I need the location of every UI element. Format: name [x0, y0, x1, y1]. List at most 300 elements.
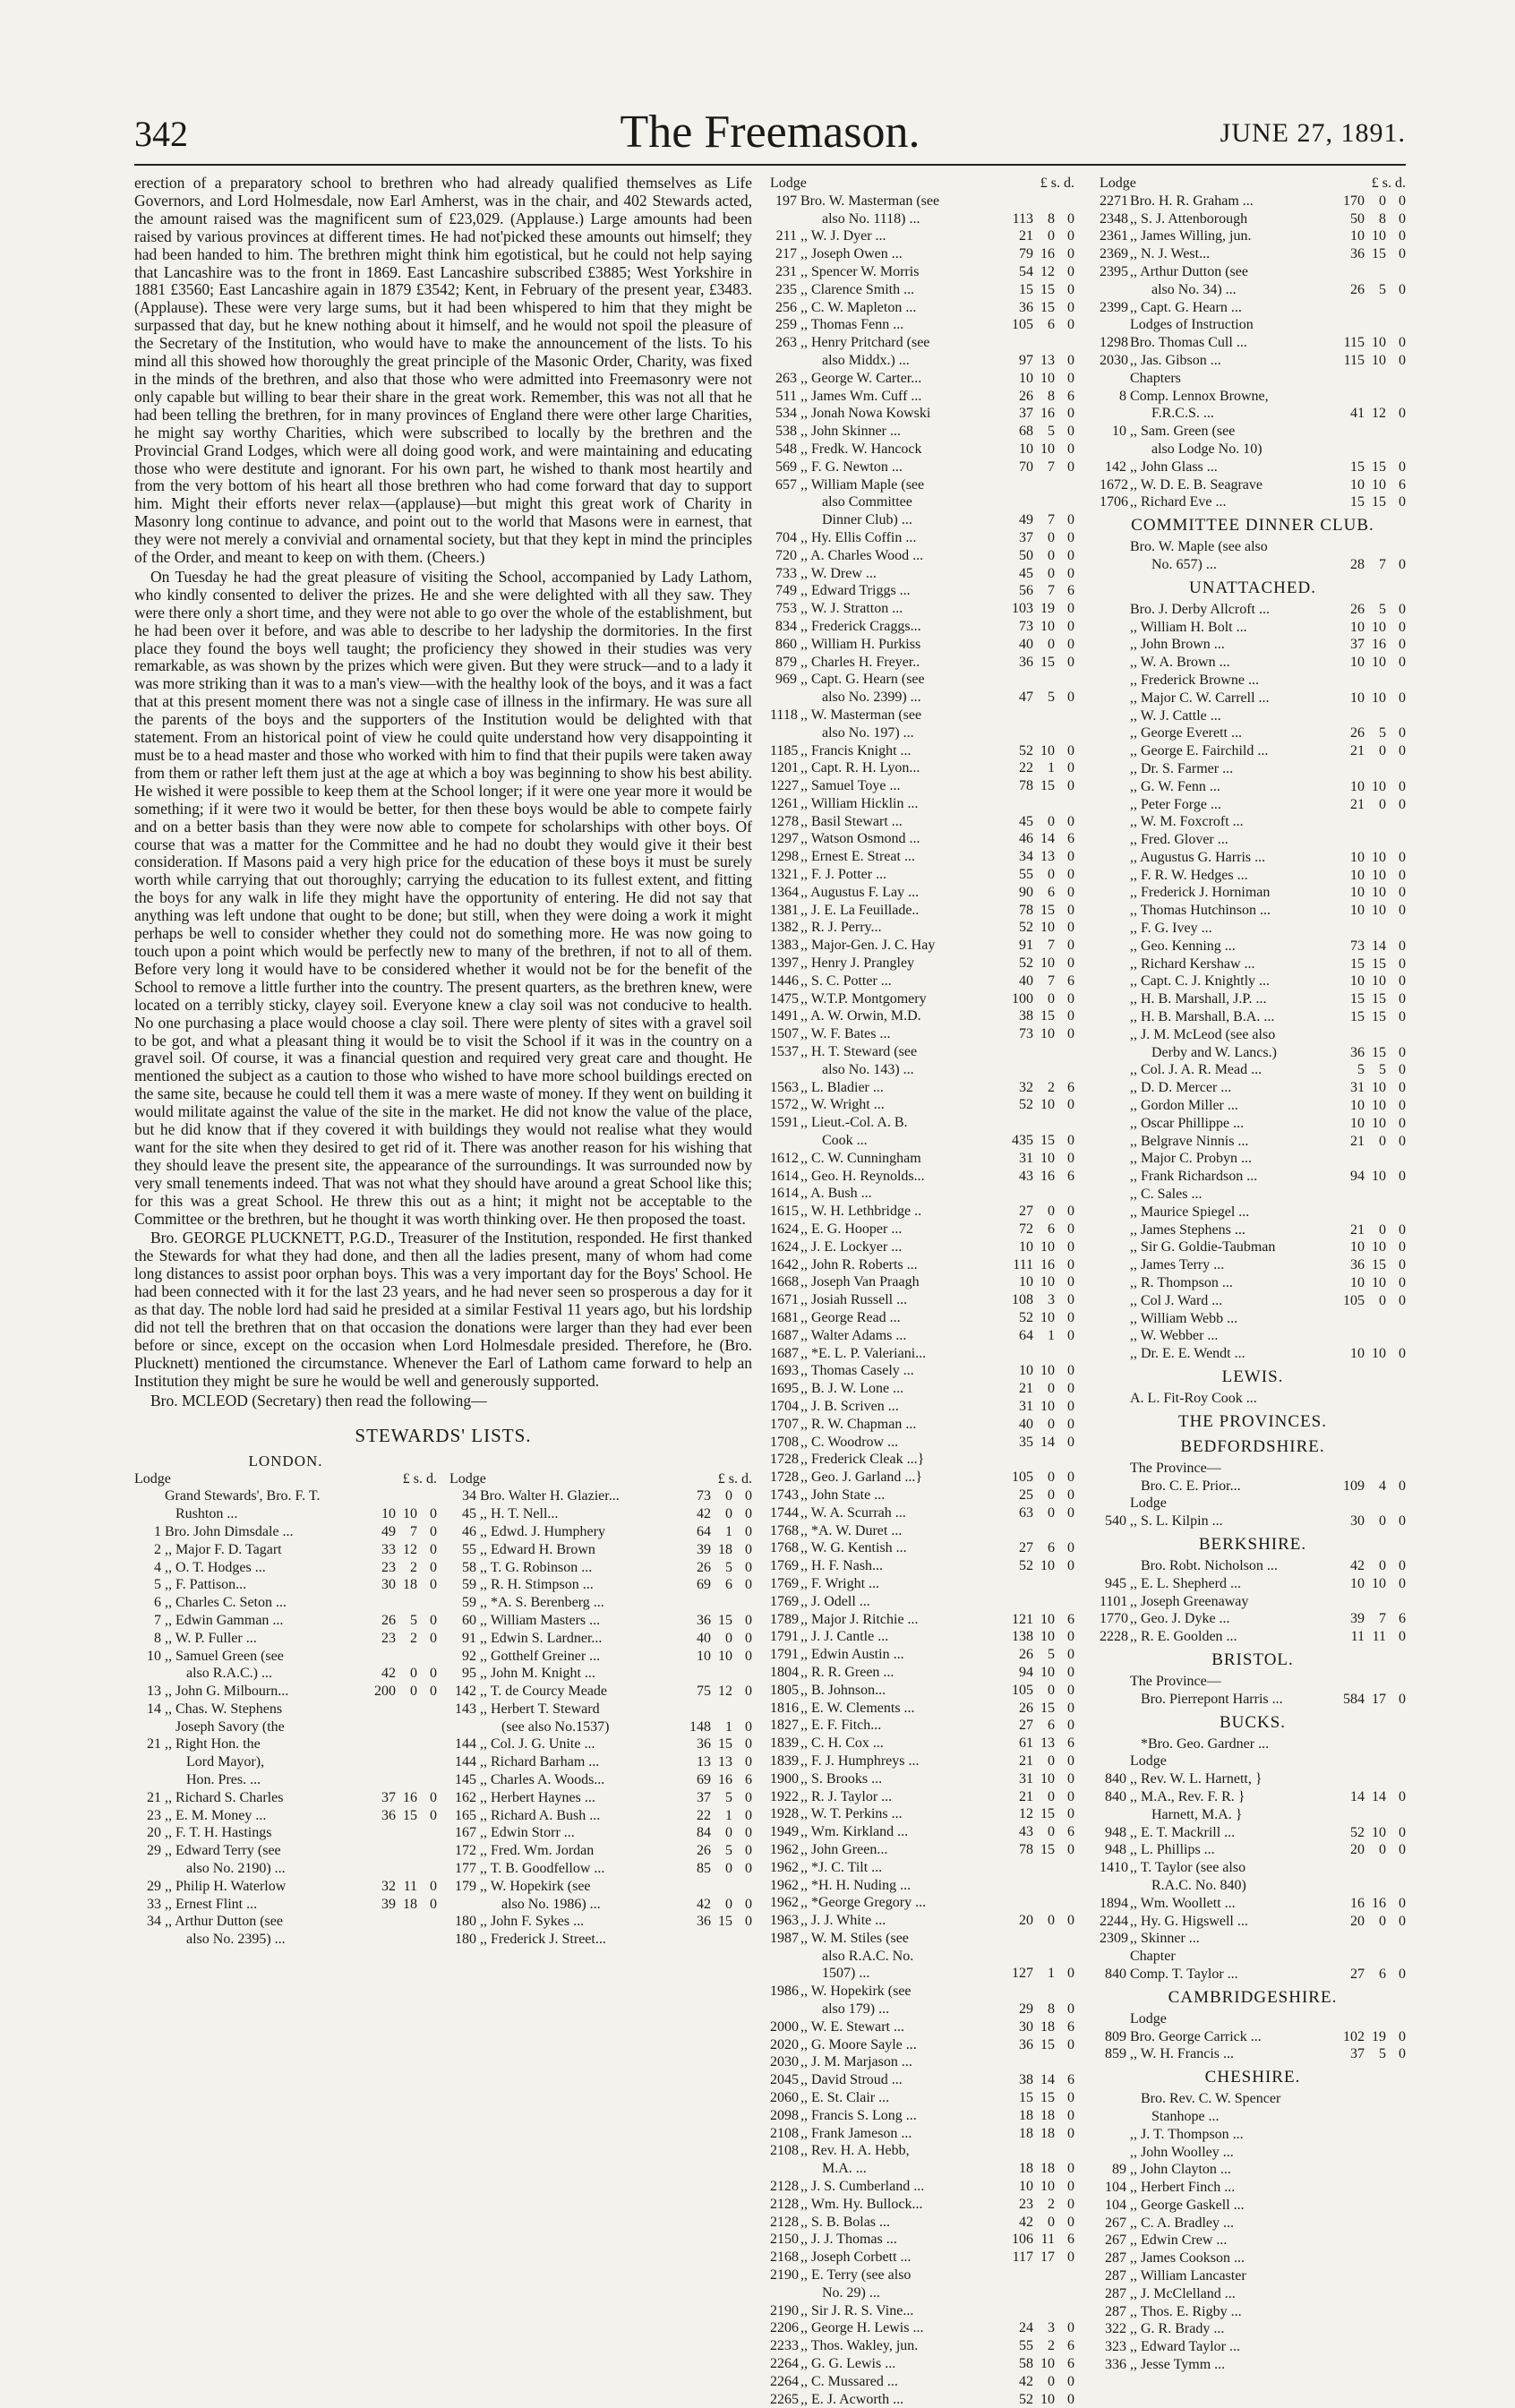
subscriber-name: ,, Sir G. Goldie-Taubman	[1130, 1239, 1276, 1255]
shillings: 13	[1040, 352, 1055, 368]
subscriber-name: ,, Dr. E. E. Wendt ...	[1130, 1346, 1245, 1362]
shillings	[1365, 1735, 1386, 1753]
subscriber-name: Comp. Lennox Browne,	[1130, 388, 1269, 404]
pounds: 20	[1350, 1842, 1365, 1858]
pence: 0	[1399, 458, 1406, 475]
pence: 0	[1067, 1238, 1074, 1255]
subscription-row	[770, 1805, 1074, 1823]
pounds: 10	[1350, 1575, 1365, 1591]
money-label: £ s. d.	[1371, 176, 1406, 191]
lodge-number	[770, 511, 800, 529]
pounds: 26	[1019, 1647, 1033, 1663]
subscriber-name: ,, Frank Richardson ...	[1130, 1169, 1258, 1185]
shillings: 1	[725, 1523, 732, 1539]
lodge-number	[1100, 405, 1130, 423]
stewards-lists	[134, 1452, 752, 1948]
subscription-row	[1100, 388, 1406, 406]
pence: 6	[1067, 1168, 1074, 1184]
pounds: 37	[381, 1789, 396, 1805]
pence: 6	[1067, 2018, 1074, 2035]
pence	[1055, 724, 1074, 742]
pence: 0	[1399, 1115, 1406, 1131]
pounds: 10	[1350, 973, 1365, 990]
pounds	[1006, 1593, 1033, 1611]
subscription-row	[770, 1823, 1074, 1841]
subscriber-name: ,, O. T. Hodges ...	[165, 1559, 266, 1575]
subscription-row	[1100, 1026, 1406, 1044]
pounds	[1338, 538, 1365, 556]
subscription-row	[770, 1752, 1074, 1770]
pounds	[1338, 423, 1365, 441]
subscription-row	[1100, 370, 1406, 388]
subscription-row	[770, 370, 1074, 388]
pounds: 15	[1350, 991, 1365, 1007]
pounds: 41	[1350, 406, 1365, 422]
pounds: 36	[1019, 2036, 1033, 2052]
pence: 0	[1399, 1292, 1406, 1308]
shillings: 0	[1048, 867, 1055, 883]
pounds	[369, 1842, 396, 1860]
pence: 6	[745, 1772, 752, 1788]
column-1	[134, 174, 752, 1948]
lodge-number: 1728	[770, 1452, 799, 1468]
pounds: 84	[697, 1825, 711, 1841]
subscription-row	[1100, 619, 1406, 637]
money-label: £ s. d.	[717, 1470, 752, 1487]
lodge-number: 29	[147, 1878, 161, 1894]
pounds	[1338, 263, 1365, 281]
pence	[1055, 1877, 1074, 1895]
pence: 6	[1399, 476, 1406, 493]
subscriber-name: ,, C. W. Cunningham	[800, 1150, 921, 1166]
lodge-number: 733	[775, 565, 797, 581]
pounds	[1338, 760, 1365, 778]
subscription-row	[1100, 938, 1406, 955]
pounds: 105	[1012, 1682, 1033, 1698]
pounds: 52	[1019, 920, 1033, 936]
shillings: 0	[725, 1488, 732, 1504]
pence: 6	[1067, 1079, 1074, 1095]
lodge-number: 2108	[770, 2125, 799, 2141]
shillings: 18	[1040, 2125, 1055, 2141]
pence	[1386, 2285, 1406, 2303]
pounds	[1338, 1877, 1365, 1895]
lodge-number: 1614	[770, 1186, 799, 1202]
lodge-number: 2108	[770, 2143, 799, 2159]
subscription-row	[770, 759, 1074, 777]
pounds: 30	[381, 1577, 396, 1593]
lodge-number	[770, 352, 800, 370]
subscription-row	[770, 493, 1074, 511]
subscription-row	[1100, 1691, 1406, 1709]
pence	[1055, 795, 1074, 813]
shillings: 10	[1372, 849, 1386, 865]
shillings: 6	[1048, 1540, 1055, 1556]
pounds: 36	[1350, 1044, 1365, 1060]
pence: 0	[745, 1718, 752, 1735]
pence: 0	[430, 1577, 437, 1593]
pounds	[1006, 493, 1033, 511]
subscription-row	[770, 848, 1074, 866]
pounds: 15	[1350, 494, 1365, 510]
pence: 0	[1399, 903, 1406, 919]
lodge-number	[134, 1718, 165, 1736]
shillings	[1365, 2320, 1386, 2338]
lodge-number: 753	[775, 601, 797, 617]
subscriber-name: ,, Sir J. R. S. Vine...	[800, 2302, 914, 2318]
subscription-row	[1100, 2267, 1406, 2285]
subscription-row	[449, 1753, 752, 1771]
subscriber-name: ,, Clarence Smith ...	[800, 281, 915, 297]
subscription-row	[134, 1735, 437, 1753]
shillings	[396, 1842, 417, 1860]
subscription-row	[770, 441, 1074, 458]
lodge-number: 1681	[770, 1310, 799, 1325]
subscriber-name: ,, B. Johnson...	[800, 1682, 886, 1698]
pounds	[1338, 2090, 1365, 2108]
subscription-row	[770, 476, 1074, 494]
shillings	[1365, 707, 1386, 725]
shillings	[1033, 1930, 1055, 1948]
subscriber-name: ,, George E. Fairchild ...	[1130, 743, 1269, 759]
subscription-row	[449, 1789, 752, 1807]
pounds: 18	[1019, 2161, 1033, 2177]
shillings: 16	[1040, 1256, 1055, 1273]
subscription-row	[770, 2036, 1074, 2054]
pence: 0	[745, 1807, 752, 1823]
shillings: 15	[1372, 991, 1386, 1007]
lodge-number: 1743	[770, 1487, 799, 1503]
pence	[1055, 1859, 1074, 1877]
pence: 0	[1399, 352, 1406, 368]
subscription-row	[449, 1718, 752, 1736]
subscription-row	[1100, 1186, 1406, 1204]
shillings: 10	[1040, 1770, 1055, 1787]
shillings: 10	[1372, 867, 1386, 883]
shillings: 3	[1048, 1292, 1055, 1308]
lewis-heading: LEWIS.	[1221, 1367, 1284, 1386]
shillings: 10	[718, 1648, 732, 1664]
subscriber-name: ,, F. J. Potter ...	[800, 867, 887, 883]
subscription-row	[1100, 742, 1406, 760]
shillings: 0	[1048, 2373, 1055, 2389]
subscription-row	[1100, 1575, 1406, 1593]
pounds	[1338, 2197, 1365, 2215]
issue-date: JUNE 27, 1891.	[1220, 118, 1406, 148]
subscriber-name: ,, Jonah Nowa Kowski	[800, 406, 931, 422]
subscriber-name: ,, E. F. Fitch...	[800, 1718, 882, 1734]
pounds: 15	[1350, 458, 1365, 475]
lodge-number	[1100, 690, 1130, 707]
subscriber-name: ,, John G. Milbourn...	[165, 1684, 289, 1700]
subscriber-name: ,, S. Brooks ...	[800, 1770, 883, 1787]
lodge-number: 1278	[770, 813, 799, 829]
subscription-row	[770, 405, 1074, 423]
subscriber-name: ,, G. G. Lewis ...	[800, 2356, 896, 2372]
shillings	[1033, 1948, 1055, 1966]
subscription-row	[449, 1878, 752, 1896]
subscriber-name: ,, Augustus G. Harris ...	[1130, 849, 1266, 865]
pence: 0	[1067, 2161, 1074, 2177]
subscriber-name: ,, H. T. Nell...	[480, 1506, 559, 1522]
lodge-number: 2399	[1100, 299, 1128, 315]
pounds: 70	[1019, 458, 1033, 475]
shillings: 16	[1040, 1168, 1055, 1184]
subscriber-name: ,, Augustus F. Lay ...	[800, 884, 920, 900]
subscriber-name: ,, Right Hon. the	[165, 1736, 261, 1752]
pounds: 46	[1019, 831, 1033, 847]
pounds: 34	[1019, 849, 1033, 865]
subscription-row	[1100, 2303, 1406, 2321]
pence: 0	[745, 1684, 752, 1700]
subscriber-name: (see also No.1537)	[480, 1718, 610, 1735]
subscription-row	[770, 742, 1074, 760]
shillings: 10	[1040, 742, 1055, 758]
subscription-row	[1100, 672, 1406, 690]
shillings	[1365, 538, 1386, 556]
subscription-row	[770, 458, 1074, 476]
subscriber-name: ,, W. Hopekirk (see	[800, 1984, 912, 2000]
shillings: 0	[1379, 1557, 1386, 1573]
lodge-number: 217	[775, 246, 797, 262]
lodge-number: 172	[455, 1843, 476, 1859]
pounds: 14	[1350, 1788, 1365, 1804]
lodge-number	[1100, 2010, 1130, 2028]
pounds: 13	[697, 1754, 711, 1770]
pence: 0	[1067, 1398, 1074, 1414]
pence: 0	[1067, 299, 1074, 315]
subscriber-name: also 179) ...	[800, 2001, 890, 2018]
lodge-number	[770, 493, 800, 511]
pence	[417, 1735, 437, 1753]
shillings: 0	[1379, 1913, 1386, 1929]
subscriber-name: ,, John Skinner ...	[800, 424, 901, 440]
shillings: 7	[1379, 556, 1386, 572]
pounds: 49	[381, 1523, 396, 1539]
lodge-number: 1695	[770, 1381, 799, 1397]
subscription-row	[1100, 1256, 1406, 1274]
subscriber-name: ,, Richard Barham ...	[480, 1754, 600, 1770]
pence: 0	[1067, 1540, 1074, 1556]
lodge-number: 2128	[770, 2179, 799, 2195]
lodge-number: 1922	[770, 1788, 799, 1804]
pounds: 73	[1019, 618, 1033, 634]
lodge-number: 263	[775, 370, 797, 386]
subscription-row	[770, 1611, 1074, 1629]
subscription-row	[1100, 1824, 1406, 1842]
subscriber-name: ,, E. M. Money ...	[165, 1807, 267, 1823]
subscriber-name: ,, F. G. Ivey ...	[1130, 921, 1212, 937]
shillings	[396, 1860, 417, 1878]
pence: 0	[1399, 1257, 1406, 1273]
pence: 0	[745, 1630, 752, 1646]
subscription-row	[770, 1841, 1074, 1859]
subscription-row	[1100, 1593, 1406, 1611]
subscriber-name: ,, William Masters ...	[480, 1612, 601, 1628]
shillings: 15	[1372, 1009, 1386, 1025]
subscriber-name: ,, Richard Kershaw ...	[1130, 955, 1255, 972]
subscriber-name: ,, Herbert Haynes ...	[480, 1789, 595, 1805]
pounds	[1338, 2249, 1365, 2267]
stewards-heading: STEWARDS' LISTS.	[355, 1424, 532, 1446]
subscriber-name: Stanhope ...	[1130, 2108, 1220, 2124]
pounds: 56	[1019, 583, 1033, 599]
pounds: 52	[1019, 742, 1033, 758]
pounds: 31	[1019, 1150, 1033, 1166]
lodge-number: 1768	[770, 1540, 799, 1556]
subscriber-name: ,, J. S. Cumberland ...	[800, 2179, 925, 2195]
shillings: 0	[725, 1896, 732, 1912]
pence: 0	[1067, 317, 1074, 333]
subscriber-name: ,, George Everett ...	[1130, 725, 1242, 741]
lodge-number: 7	[154, 1612, 161, 1628]
pence: 0	[1067, 1629, 1074, 1645]
lodge-number: 92	[462, 1648, 476, 1664]
subscription-row	[770, 2355, 1074, 2373]
subscriber-name: ,, A. Charles Wood ...	[800, 547, 924, 563]
pence	[732, 1878, 752, 1896]
pounds: 31	[1019, 1770, 1033, 1787]
lodge-number	[1100, 1557, 1130, 1575]
pounds: 73	[697, 1488, 711, 1504]
lodge-number	[134, 1931, 165, 1949]
pounds	[1338, 2267, 1365, 2285]
subscription-row	[770, 1185, 1074, 1203]
subscriber-name: ,, E. T. Mackrill ...	[1130, 1824, 1236, 1840]
pounds: 18	[1019, 2107, 1033, 2123]
pounds	[1006, 1185, 1033, 1203]
pounds: 43	[1019, 1824, 1033, 1840]
subscription-row	[770, 263, 1074, 281]
shillings	[396, 1735, 417, 1753]
shillings: 10	[1040, 1150, 1055, 1166]
lodge-number: 1118	[770, 707, 798, 723]
subscription-row	[770, 1770, 1074, 1788]
lodge-number: 13	[147, 1684, 161, 1700]
pence: 0	[1399, 1239, 1406, 1255]
subscription-row	[449, 1896, 752, 1914]
lodge-number	[1100, 724, 1130, 742]
lodge-number	[1100, 1274, 1130, 1292]
shillings: 17	[1372, 1691, 1386, 1707]
shillings: 2	[1048, 2196, 1055, 2212]
lodge-number: 1687	[770, 1345, 799, 1361]
pounds: 37	[1019, 406, 1033, 422]
lodge-number	[1100, 1238, 1130, 1256]
shillings: 5	[1379, 2046, 1386, 2062]
lodge-number: 1949	[770, 1824, 799, 1840]
pence: 0	[1067, 1416, 1074, 1432]
pence: 0	[1399, 1842, 1406, 1858]
pounds: 31	[1019, 1398, 1033, 1414]
subscription-row	[770, 636, 1074, 654]
lodge-number: 2045	[770, 2072, 799, 2088]
subscriber-name: ,, J. M. McLeod (see also	[1130, 1026, 1276, 1042]
subscriber-name: ,, Maurice Spiegel ...	[1130, 1204, 1250, 1220]
shillings: 10	[1040, 1097, 1055, 1113]
subscriber-name: ,, Fredk. W. Hancock	[800, 441, 922, 457]
subscriber-name: ,, Henry Pritchard (see	[800, 335, 930, 351]
subscriber-name: ,, R. E. Goolden ...	[1130, 1629, 1237, 1645]
subscription-row	[1100, 1238, 1406, 1256]
lodge-number: 323	[1105, 2339, 1126, 2355]
pence	[1386, 2303, 1406, 2321]
subscriber-name: ,, Major F. D. Tagart	[165, 1541, 282, 1557]
pounds: 21	[1350, 1133, 1365, 1149]
subscription-row	[770, 1061, 1074, 1079]
lodge-number	[770, 1948, 800, 1966]
shillings: 10	[1372, 1115, 1386, 1131]
pounds: 10	[1019, 1363, 1033, 1379]
subscription-row	[1100, 1806, 1406, 1824]
pence: 0	[1399, 725, 1406, 741]
lodge-number: 1708	[770, 1434, 799, 1450]
subscriber-name: ,, Chas. W. Stephens	[165, 1701, 283, 1717]
subscriber-name: ,, William H. Purkiss	[800, 636, 921, 652]
pence	[1386, 2338, 1406, 2356]
subscription-row	[134, 1665, 437, 1683]
subscriber-name: ,, Col. J. A. R. Mead ...	[1130, 1062, 1262, 1078]
unattached-heading: UNATTACHED.	[1189, 578, 1316, 597]
pence: 0	[1067, 1274, 1074, 1290]
lodge-number: 179	[455, 1878, 476, 1894]
shillings: 15	[1372, 1044, 1386, 1060]
subscription-row	[1100, 707, 1406, 725]
lodge-number: 267	[1105, 2232, 1126, 2249]
pounds	[1006, 1114, 1033, 1132]
subscriber-name: ,, Philip H. Waterlow	[165, 1878, 287, 1894]
pounds: 10	[1350, 778, 1365, 794]
lodge-number	[1100, 849, 1130, 867]
shillings: 10	[1372, 1346, 1386, 1362]
subscription-row	[134, 1931, 437, 1949]
subscriber-name: ,, Capt. G. Hearn (see	[800, 672, 925, 688]
subscription-row	[449, 1559, 752, 1577]
shillings: 1	[725, 1718, 732, 1735]
pounds: 38	[1019, 1008, 1033, 1024]
lodge-number: 1693	[770, 1363, 799, 1379]
shillings	[1365, 1770, 1386, 1788]
pence: 0	[1399, 867, 1406, 883]
pounds: 47	[1019, 690, 1033, 706]
pence	[1055, 1575, 1074, 1593]
pence	[1386, 760, 1406, 778]
subscription-row	[1100, 1044, 1406, 1062]
pence: 6	[1067, 388, 1074, 404]
subscriber-name: ,, Major C. W. Carrell ...	[1130, 690, 1270, 706]
subscriber-name: ,, Walter Adams ...	[800, 1327, 907, 1343]
shillings	[1365, 2338, 1386, 2356]
subscriber-name: ,, Major-Gen. J. C. Hay	[800, 938, 936, 954]
subscriber-name: ,, Fred. Glover ...	[1130, 832, 1228, 848]
subscriber-name: Lodges of Instruction	[1130, 317, 1254, 333]
subscriber-name: ,, William H. Bolt ...	[1130, 619, 1247, 635]
pounds: 10	[1350, 1115, 1365, 1131]
shillings	[396, 1701, 417, 1718]
shillings	[396, 1594, 417, 1612]
article-paragraph: Bro. MCLEOD (Secretary) then read the following—	[150, 1391, 487, 1410]
lodge-number	[1100, 1044, 1130, 1062]
pounds: 10	[1350, 228, 1365, 244]
shillings: 15	[1040, 281, 1055, 297]
subscriber-name: ,, Charles H. Freyer..	[800, 654, 920, 670]
subscription-row	[1100, 760, 1406, 778]
pounds: 10	[1350, 1346, 1365, 1362]
pounds	[369, 1753, 396, 1771]
pence: 0	[430, 1789, 437, 1805]
shillings	[1033, 1185, 1055, 1203]
subscriber-name: Derby and W. Lancs.)	[1130, 1044, 1277, 1060]
